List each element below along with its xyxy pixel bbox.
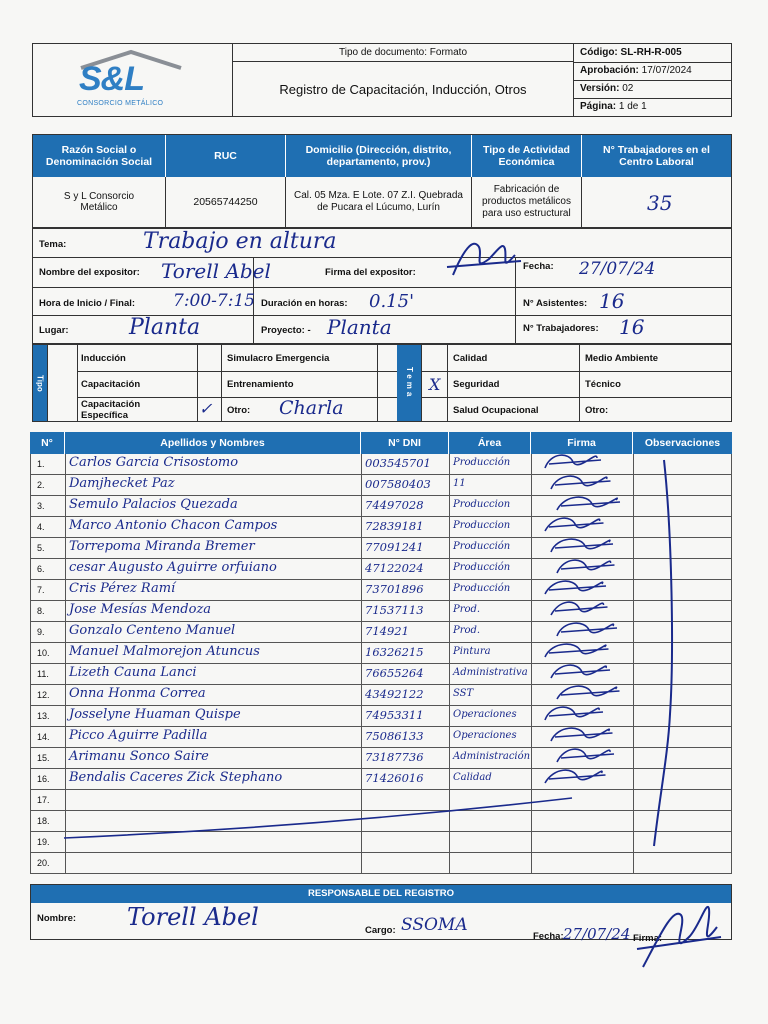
attendee-dni: 714921 xyxy=(365,624,409,638)
table-row xyxy=(30,622,732,643)
table-row xyxy=(30,727,732,748)
responsable-cargo-value: SSOMA xyxy=(401,915,468,935)
attendee-name: Gonzalo Centeno Manuel xyxy=(69,623,236,638)
table-row xyxy=(30,517,732,538)
attendee-signature xyxy=(543,639,613,661)
session-info xyxy=(32,228,732,344)
attendee-area: Producción xyxy=(453,562,511,573)
version-label: Versión: xyxy=(580,83,620,94)
attendee-dni: 73187736 xyxy=(365,750,424,764)
table-row xyxy=(30,601,732,622)
row-number: 9. xyxy=(37,627,45,637)
attendee-dni: 71426016 xyxy=(365,771,424,785)
attendee-area: Produccion xyxy=(453,499,511,510)
header-trabajadores: N° Trabajadores en el Centro Laboral xyxy=(581,135,731,177)
table-row xyxy=(30,559,732,580)
attendee-signature xyxy=(549,534,619,556)
expositor-signature xyxy=(443,241,523,271)
seguridad-mark: X xyxy=(429,375,441,394)
responsable-fecha-value: 27/07/24 xyxy=(563,925,631,943)
row-number: 18. xyxy=(37,816,50,826)
attendee-dni: 43492122 xyxy=(365,687,424,701)
attendee-area: Produccion xyxy=(453,520,511,531)
table-row xyxy=(30,475,732,496)
row-number: 4. xyxy=(37,522,45,532)
attendee-name: Josselyne Huaman Quispe xyxy=(69,707,241,722)
responsable-title: RESPONSABLE DEL REGISTRO xyxy=(31,885,731,903)
document-header xyxy=(32,43,732,117)
attendee-area: Producción xyxy=(453,457,511,468)
row-number: 3. xyxy=(37,501,45,511)
row-number: 20. xyxy=(37,858,50,868)
company-logo xyxy=(33,44,233,116)
col-apellidos: Apellidos y Nombres xyxy=(64,432,360,454)
table-row xyxy=(30,664,732,685)
row-number: 1. xyxy=(37,459,45,469)
proyecto-label: Proyecto: - xyxy=(261,325,311,336)
razon-social-value: S y L Consorcio Metálico xyxy=(63,191,135,213)
lugar-label: Lugar: xyxy=(39,325,69,336)
table-row xyxy=(30,454,732,475)
table-row xyxy=(30,748,732,769)
actividad-value: Fabricación de productos metálicos para uso estructural xyxy=(471,177,581,227)
attendee-name: Lizeth Cauna Lanci xyxy=(69,665,197,680)
expositor-label: Nombre del expositor: xyxy=(39,267,140,278)
page-value: 1 de 1 xyxy=(618,101,647,112)
tema-medio-ambiente: Medio Ambiente xyxy=(585,353,659,364)
responsable-nombre-label: Nombre: xyxy=(37,913,77,924)
capacitacion-especifica-mark: ✓ xyxy=(199,399,213,418)
attendee-dni: 72839181 xyxy=(365,519,424,533)
col-dni: N° DNI xyxy=(360,432,448,454)
attendee-name: Onna Honma Correa xyxy=(69,686,206,701)
logo-subtitle: CONSORCIO METÁLICO xyxy=(77,100,164,107)
attendee-signature xyxy=(555,681,625,703)
proyecto-value: Planta xyxy=(327,315,392,339)
attendee-name: Bendalis Caceres Zick Stephano xyxy=(69,770,283,785)
tipo-capacitacion-especifica: Capacitación Específica xyxy=(81,399,141,421)
attendee-signature xyxy=(549,597,619,619)
attendee-area: Administrativa xyxy=(453,667,528,678)
table-row xyxy=(30,853,732,874)
fecha-value: 27/07/24 xyxy=(579,259,656,279)
attendee-signature xyxy=(543,702,613,724)
attendee-signature xyxy=(555,492,625,514)
attendee-signature xyxy=(549,471,619,493)
approval-label: Aprobación: xyxy=(580,65,639,76)
tema-calidad: Calidad xyxy=(453,353,488,364)
attendee-area: Administración xyxy=(453,751,531,762)
attendee-dni: 003545701 xyxy=(365,456,431,470)
row-number: 6. xyxy=(37,564,45,574)
attendee-area: Prod. xyxy=(453,604,481,615)
table-row xyxy=(30,496,732,517)
attendee-area: 11 xyxy=(453,478,466,489)
tema-salud-ocupacional: Salud Ocupacional xyxy=(453,405,539,416)
tema-label: Tema: xyxy=(39,239,67,250)
attendee-dni: 007580403 xyxy=(365,477,431,491)
observaciones-strike-line xyxy=(650,454,690,874)
attendee-signature xyxy=(555,744,625,766)
attendee-area: Prod. xyxy=(453,625,481,636)
responsable-nombre-value: Torell Abel xyxy=(127,903,259,931)
trabajadores-value: 35 xyxy=(647,191,673,215)
attendee-signature xyxy=(549,723,619,745)
version-value: 02 xyxy=(622,83,634,94)
attendees-table-header xyxy=(30,432,732,454)
logo-wordmark: S&L xyxy=(79,60,144,98)
col-n: N° xyxy=(30,432,64,454)
attendee-name: Picco Aguirre Padilla xyxy=(69,728,208,743)
tipo-induccion: Inducción xyxy=(81,353,126,364)
attendee-signature xyxy=(543,576,613,598)
attendee-name: Semulo Palacios Quezada xyxy=(69,497,238,512)
tema-side-label: Tema xyxy=(397,345,421,421)
table-row xyxy=(30,538,732,559)
row-number: 10. xyxy=(37,648,50,658)
duracion-label: Duración en horas: xyxy=(261,298,348,309)
responsable-fecha-label: Fecha: xyxy=(533,931,564,942)
attendee-name: Torrepoma Miranda Bremer xyxy=(69,539,255,554)
attendee-dni: 77091241 xyxy=(365,540,424,554)
attendee-signature xyxy=(543,513,613,535)
hora-value: 7:00-7:15 xyxy=(173,291,256,311)
duracion-value: 0.15' xyxy=(369,291,415,312)
row-number: 7. xyxy=(37,585,45,595)
attendee-signature xyxy=(555,618,625,640)
header-ruc: RUC xyxy=(165,135,285,177)
asistentes-label: N° Asistentes: xyxy=(523,298,588,309)
attendee-dni: 73701896 xyxy=(365,582,424,596)
row-number: 15. xyxy=(37,753,50,763)
tipo-otro: Otro: xyxy=(227,405,251,416)
attendee-dni: 74497028 xyxy=(365,498,424,512)
row-number: 8. xyxy=(37,606,45,616)
attendee-area: Calidad xyxy=(453,772,492,783)
attendee-dni: 76655264 xyxy=(365,666,424,680)
attendee-dni: 71537113 xyxy=(365,603,424,617)
table-row xyxy=(30,580,732,601)
responsable-cargo-label: Cargo: xyxy=(365,925,396,936)
tema-tecnico: Técnico xyxy=(585,379,621,390)
row-number: 14. xyxy=(37,732,50,742)
attendee-area: Producción xyxy=(453,541,511,552)
attendee-signature xyxy=(549,660,619,682)
approval-value: 17/07/2024 xyxy=(641,65,692,76)
row-number: 13. xyxy=(37,711,50,721)
row-number: 19. xyxy=(37,837,50,847)
row-number: 2. xyxy=(37,480,45,490)
attendee-dni: 47122024 xyxy=(365,561,424,575)
tipo-side-label: Tipo xyxy=(33,345,47,421)
col-observaciones: Observaciones xyxy=(632,432,732,454)
company-table xyxy=(32,134,732,228)
attendee-area: SST xyxy=(453,688,474,699)
header-domicilio: Domicilio (Dirección, distrito, departamento, prov.) xyxy=(285,135,471,177)
attendee-area: Operaciones xyxy=(453,730,517,741)
tipo-grid xyxy=(32,344,732,422)
session-trabajadores-value: 16 xyxy=(619,315,645,339)
trabajadores-label: N° Trabajadores: xyxy=(523,323,599,334)
tipo-capacitacion: Capacitación xyxy=(81,379,141,390)
tema-otro: Otro: xyxy=(585,405,609,416)
attendee-name: Manuel Malmorejon Atuncus xyxy=(69,644,260,659)
attendee-signature xyxy=(543,765,613,787)
table-row xyxy=(30,685,732,706)
lugar-value: Planta xyxy=(129,315,201,340)
table-row xyxy=(30,643,732,664)
attendee-signature xyxy=(543,450,613,472)
col-area: Área xyxy=(448,432,530,454)
asistentes-value: 16 xyxy=(599,289,625,313)
row-number: 11. xyxy=(37,669,49,679)
code-label: Código: SL-RH-R-005 xyxy=(580,47,682,58)
row-number: 12. xyxy=(37,690,50,700)
attendee-dni: 16326215 xyxy=(365,645,424,659)
tipo-entrenamiento: Entrenamiento xyxy=(227,379,294,390)
table-row xyxy=(30,706,732,727)
row-number: 16. xyxy=(37,774,50,784)
responsable-signature xyxy=(633,897,723,967)
header-actividad: Tipo de Actividad Económica xyxy=(471,135,581,177)
attendee-area: Producción xyxy=(453,583,511,594)
blank-rows-strike-line xyxy=(60,792,620,852)
tipo-simulacro: Simulacro Emergencia xyxy=(227,353,330,364)
page-label: Página: xyxy=(580,101,617,112)
attendee-name: Marco Antonio Chacon Campos xyxy=(69,518,278,533)
hora-label: Hora de Inicio / Final: xyxy=(39,298,136,309)
responsable-firma-label: Firma: xyxy=(633,933,663,944)
attendee-name: Jose Mesías Mendoza xyxy=(69,602,212,617)
doc-type: Tipo de documento: Formato xyxy=(233,44,573,62)
fecha-label: Fecha: xyxy=(523,261,554,272)
domicilio-value: Cal. 05 Mza. E Lote. 07 Z.I. Quebrada de Pucara el Lúcumo, Lurín xyxy=(285,177,471,227)
attendee-area: Operaciones xyxy=(453,709,517,720)
firma-expositor-label: Firma del expositor: xyxy=(325,267,416,278)
attendee-dni: 75086133 xyxy=(365,729,424,743)
header-razon-social: Razón Social o Denominación Social xyxy=(33,135,165,177)
ruc-value: 20565744250 xyxy=(165,177,285,227)
attendee-name: cesar Augusto Aguirre orfuiano xyxy=(69,560,277,575)
attendee-signature xyxy=(555,555,625,577)
table-row xyxy=(30,769,732,790)
attendee-name: Arimanu Sonco Saire xyxy=(69,749,209,764)
tipo-otro-value: Charla xyxy=(279,397,344,419)
page-title: Registro de Capacitación, Inducción, Otros xyxy=(279,81,527,97)
expositor-value: Torell Abel xyxy=(161,259,271,283)
attendee-name: Damjhecket Paz xyxy=(69,476,175,491)
attendee-name: Carlos Garcia Crisostomo xyxy=(69,455,239,470)
tema-value: Trabajo en altura xyxy=(143,229,337,254)
attendee-dni: 74953311 xyxy=(365,708,424,722)
attendee-area: Pintura xyxy=(453,646,491,657)
col-firma: Firma xyxy=(530,432,632,454)
row-number: 17. xyxy=(37,795,50,805)
attendee-name: Cris Pérez Ramí xyxy=(69,581,176,596)
responsable-section xyxy=(30,884,732,944)
tema-seguridad: Seguridad xyxy=(453,379,500,390)
row-number: 5. xyxy=(37,543,45,553)
